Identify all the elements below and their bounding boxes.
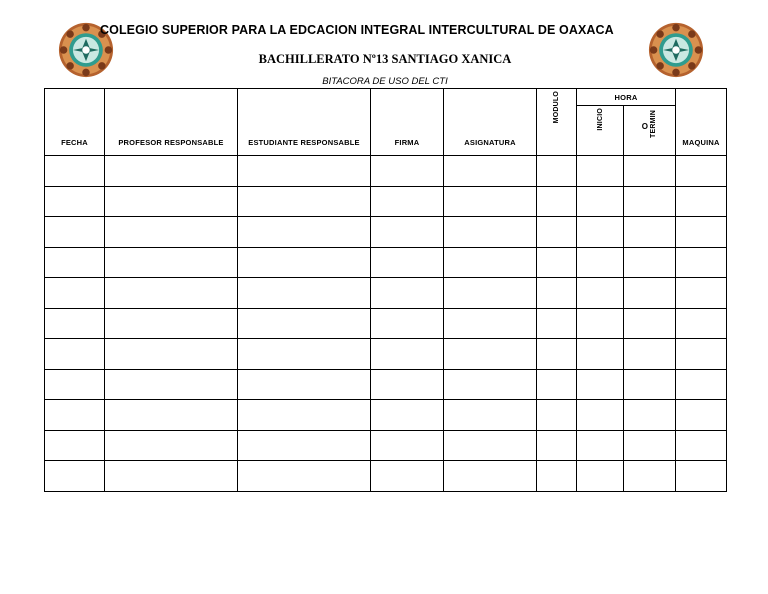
table-row [45,217,727,248]
cell-asignatura[interactable] [444,339,537,370]
cell-fecha[interactable] [45,247,105,278]
col-asignatura: ASIGNATURA [444,89,537,156]
cell-profesor[interactable] [105,430,238,461]
col-termino-label: TERMIN [650,110,658,139]
usage-log-table [44,88,727,492]
cell-termino[interactable] [624,278,676,309]
col-modulo [537,89,577,156]
cell-maquina[interactable] [676,461,727,492]
table-row [45,339,727,370]
cell-firma[interactable] [371,247,444,278]
cell-termino[interactable] [624,247,676,278]
cell-inicio[interactable] [577,156,624,187]
col-estudiante: ESTUDIANTE RESPONSABLE [238,89,371,156]
cell-asignatura[interactable] [444,156,537,187]
cell-inicio[interactable] [577,247,624,278]
table-row [45,186,727,217]
cell-termino[interactable] [624,430,676,461]
cell-termino[interactable] [624,339,676,370]
cell-firma[interactable] [371,217,444,248]
col-maquina: MAQUINA [676,89,727,156]
cell-estudiante[interactable] [238,461,371,492]
table-row [45,430,727,461]
log-title: BITACORA DE USO DEL CTI [322,76,448,87]
cell-modulo[interactable] [537,339,577,370]
cell-profesor[interactable] [105,308,238,339]
cell-inicio[interactable] [577,461,624,492]
cell-modulo[interactable] [537,186,577,217]
cell-asignatura[interactable] [444,186,537,217]
table-row [45,461,727,492]
cell-profesor[interactable] [105,217,238,248]
cell-fecha[interactable] [45,400,105,431]
cell-asignatura[interactable] [444,278,537,309]
cell-fecha[interactable] [45,186,105,217]
school-name: COLEGIO SUPERIOR PARA LA EDCACION INTEGRAL INTERCULTURAL DE OAXACA [100,23,614,37]
cell-termino[interactable] [624,369,676,400]
cell-estudiante[interactable] [238,278,371,309]
cell-profesor[interactable] [105,186,238,217]
cell-inicio[interactable] [577,186,624,217]
cell-fecha[interactable] [45,430,105,461]
cell-inicio[interactable] [577,308,624,339]
cell-asignatura[interactable] [444,308,537,339]
cell-maquina[interactable] [676,308,727,339]
cell-maquina[interactable] [676,430,727,461]
campus-name: BACHILLERATO Nº13 SANTIAGO XANICA [258,52,512,66]
col-firma: FIRMA [371,89,444,156]
cell-maquina[interactable] [676,186,727,217]
table-row [45,247,727,278]
school-seal-right [648,22,704,78]
cell-maquina[interactable] [676,278,727,309]
cell-fecha[interactable] [45,369,105,400]
cell-termino[interactable] [624,308,676,339]
cell-firma[interactable] [371,400,444,431]
cell-asignatura[interactable] [444,217,537,248]
cell-fecha[interactable] [45,461,105,492]
cell-profesor[interactable] [105,247,238,278]
cell-profesor[interactable] [105,369,238,400]
cell-asignatura[interactable] [444,461,537,492]
cell-estudiante[interactable] [238,400,371,431]
cell-maquina[interactable] [676,339,727,370]
cell-modulo[interactable] [537,217,577,248]
cell-modulo[interactable] [537,278,577,309]
table-row [45,400,727,431]
col-profesor: PROFESOR RESPONSABLE [105,89,238,156]
table-row [45,308,727,339]
cell-inicio[interactable] [577,217,624,248]
cell-inicio[interactable] [577,430,624,461]
cell-firma[interactable] [371,278,444,309]
cell-asignatura[interactable] [444,430,537,461]
cell-fecha[interactable] [45,217,105,248]
cell-modulo[interactable] [537,430,577,461]
col-inicio [577,106,624,156]
cell-asignatura[interactable] [444,400,537,431]
table-row [45,278,727,309]
cell-maquina[interactable] [676,156,727,187]
table-row [45,369,727,400]
col-fecha: FECHA [45,89,105,156]
cell-modulo[interactable] [537,461,577,492]
cell-fecha[interactable] [45,278,105,309]
cell-termino[interactable] [624,217,676,248]
cell-asignatura[interactable] [444,369,537,400]
col-hora: HORA [577,89,676,106]
cell-estudiante[interactable] [238,186,371,217]
cell-inicio[interactable] [577,278,624,309]
cell-estudiante[interactable] [238,369,371,400]
cell-firma[interactable] [371,339,444,370]
cell-estudiante[interactable] [238,308,371,339]
cell-asignatura[interactable] [444,247,537,278]
cell-termino[interactable] [624,186,676,217]
cell-fecha[interactable] [45,308,105,339]
cell-fecha[interactable] [45,156,105,187]
cell-estudiante[interactable] [238,247,371,278]
cell-profesor[interactable] [105,400,238,431]
cell-profesor[interactable] [105,156,238,187]
cell-estudiante[interactable] [238,217,371,248]
cell-firma[interactable] [371,430,444,461]
cell-modulo[interactable] [537,156,577,187]
cell-firma[interactable] [371,186,444,217]
cell-firma[interactable] [371,308,444,339]
cell-firma[interactable] [371,369,444,400]
cell-maquina[interactable] [676,369,727,400]
cell-modulo[interactable] [537,308,577,339]
cell-profesor[interactable] [105,278,238,309]
cell-termino[interactable] [624,400,676,431]
cell-estudiante[interactable] [238,339,371,370]
cell-maquina[interactable] [676,247,727,278]
col-inicio-label: INICIO [596,108,604,131]
cell-firma[interactable] [371,461,444,492]
cell-modulo[interactable] [537,369,577,400]
col-termino [624,106,676,156]
log-body [45,156,727,492]
cell-estudiante[interactable] [238,156,371,187]
cell-modulo[interactable] [537,400,577,431]
cell-profesor[interactable] [105,461,238,492]
cell-firma[interactable] [371,156,444,187]
cell-maquina[interactable] [676,400,727,431]
cell-modulo[interactable] [537,247,577,278]
school-seal-icon [648,22,704,78]
cell-termino[interactable] [624,461,676,492]
cell-inicio[interactable] [577,369,624,400]
table-row [45,156,727,187]
cell-profesor[interactable] [105,339,238,370]
cell-estudiante[interactable] [238,430,371,461]
col-modulo-label: MODULO [553,91,560,124]
cell-maquina[interactable] [676,217,727,248]
cell-inicio[interactable] [577,400,624,431]
col-termino-suffix: O [641,122,649,131]
cell-inicio[interactable] [577,339,624,370]
cell-fecha[interactable] [45,339,105,370]
cell-termino[interactable] [624,156,676,187]
